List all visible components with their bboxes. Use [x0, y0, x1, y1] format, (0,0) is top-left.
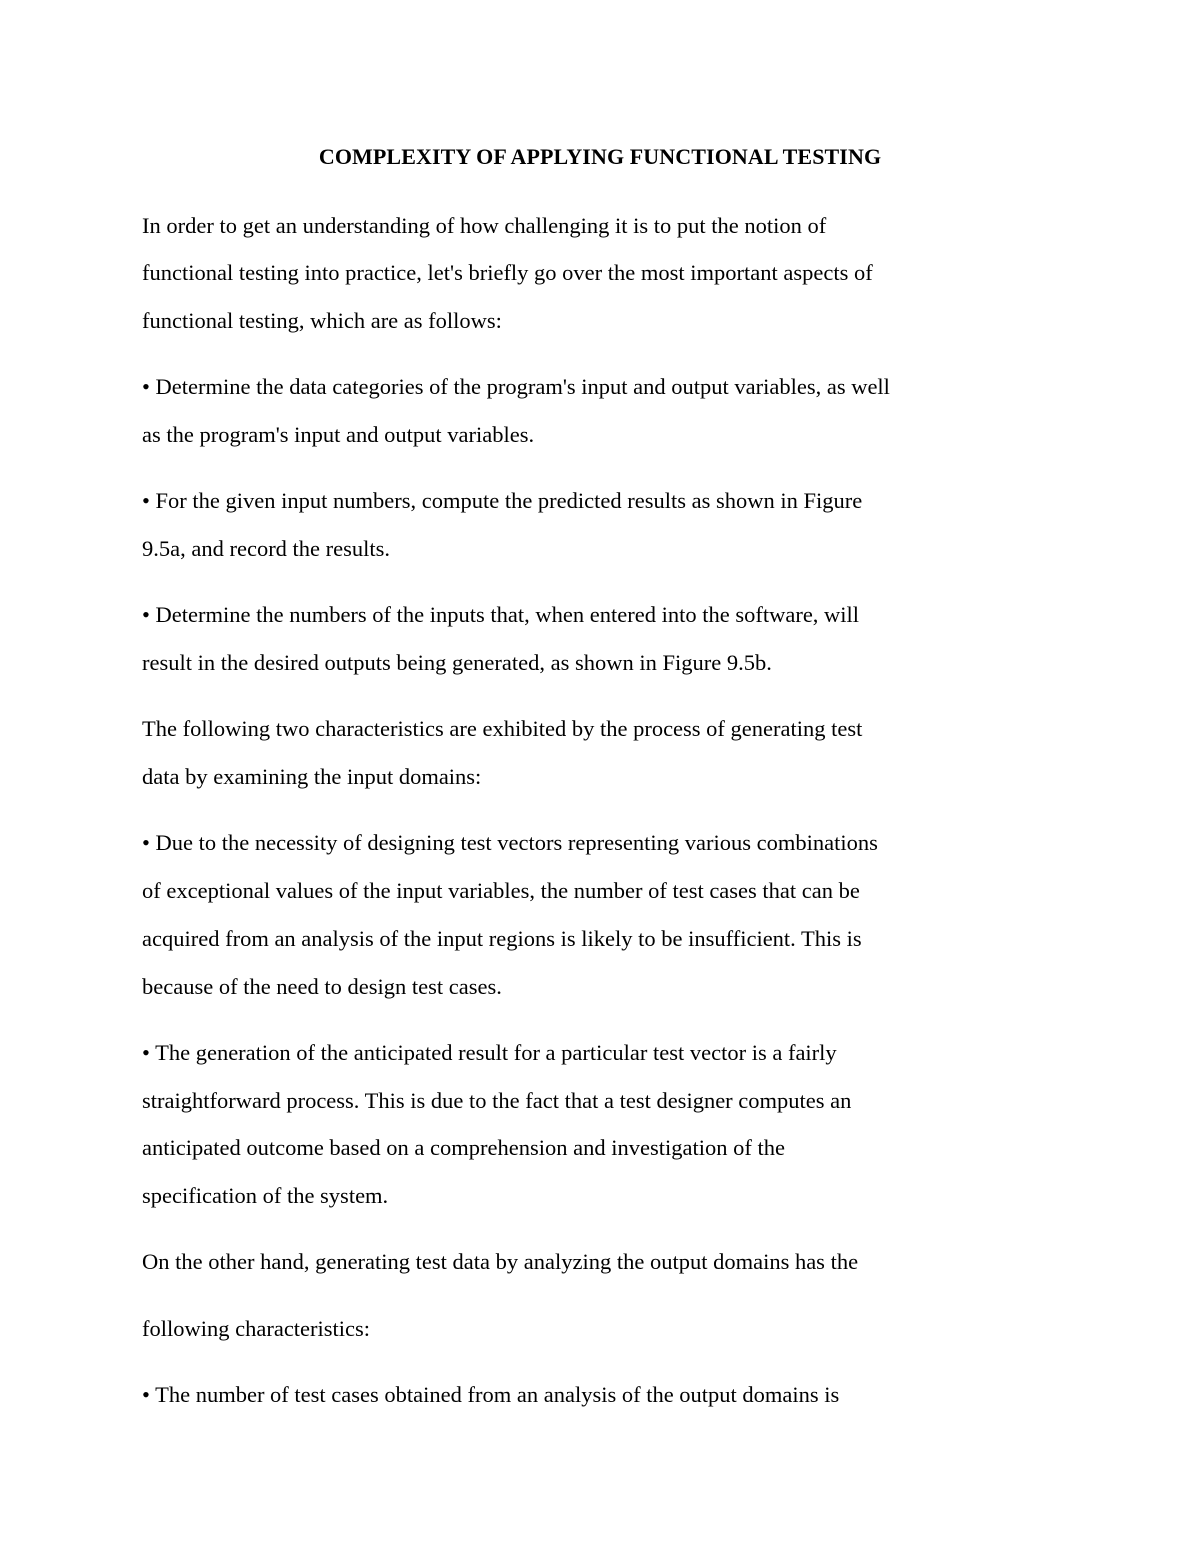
- text-line: anticipated outcome based on a comprehension and investigation of the: [142, 1135, 785, 1160]
- text-line: as the program's input and output variables.: [142, 422, 535, 447]
- bullet-line: • Determine the numbers of the inputs that, when entered into the software, will: [142, 602, 860, 627]
- text-line: The following two characteristics are exhibited by the process of generating test: [142, 716, 863, 741]
- bullet-line: • Due to the necessity of designing test vectors representing various combinations: [142, 830, 878, 855]
- text-line: specification of the system.: [142, 1183, 389, 1208]
- text-line: functional testing into practice, let's briefly go over the most important aspects of: [142, 260, 873, 285]
- text-line: 9.5a, and record the results.: [142, 536, 391, 561]
- bullet-line: • The generation of the anticipated result for a particular test vector is a fairly: [142, 1040, 837, 1065]
- text-line: result in the desired outputs being generated, as shown in Figure 9.5b.: [142, 650, 772, 675]
- text-line: On the other hand, generating test data by analyzing the output domains has the: [142, 1249, 859, 1274]
- text-line: of exceptional values of the input variables, the number of test cases that can be: [142, 878, 860, 903]
- text-line: because of the need to design test cases.: [142, 974, 502, 999]
- text-line: following characteristics:: [142, 1316, 371, 1341]
- document-title: COMPLEXITY OF APPLYING FUNCTIONAL TESTING: [318, 144, 882, 169]
- bullet-line: • Determine the data categories of the program's input and output variables, as well: [142, 374, 890, 399]
- text-line: functional testing, which are as follows:: [142, 308, 502, 333]
- bullet-line: • The number of test cases obtained from an analysis of the output domains is: [142, 1382, 840, 1407]
- text-line: data by examining the input domains:: [142, 764, 482, 789]
- text-line: In order to get an understanding of how challenging it is to put the notion of: [142, 213, 827, 238]
- bullet-line: • For the given input numbers, compute the predicted results as shown in Figure: [142, 488, 863, 513]
- text-line: acquired from an analysis of the input regions is likely to be insufficient. This is: [142, 926, 862, 951]
- text-line: straightforward process. This is due to the fact that a test designer computes an: [142, 1088, 852, 1113]
